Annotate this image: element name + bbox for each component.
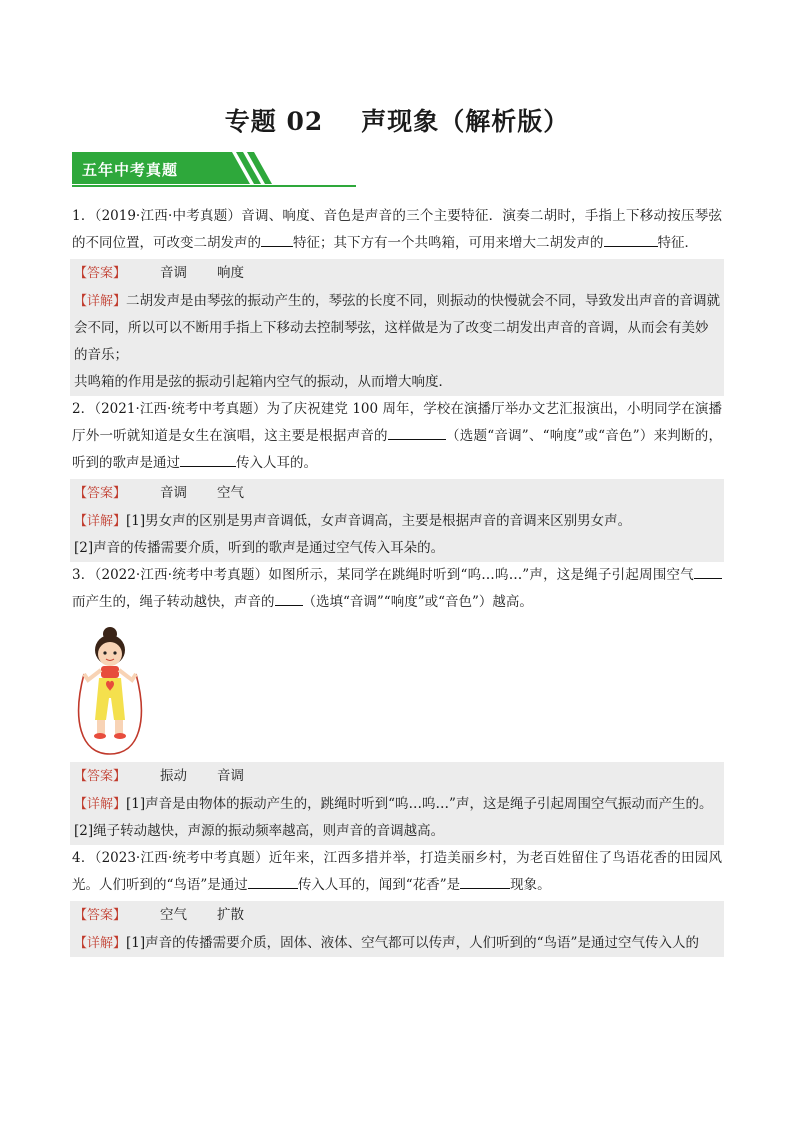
jump-rope-girl-figure [70, 620, 724, 758]
title-main: 声现象（解析版） [361, 107, 570, 136]
banner-underline [72, 185, 356, 187]
question-1-detail-2: 共鸣箱的作用是弦的振动引起箱内空气的振动，从而增大响度． [70, 369, 724, 396]
answer-blank [604, 232, 658, 247]
question-3-detail-2: [2]绳子转动越快，声源的振动频率越高，则声音的音调越高。 [70, 818, 724, 845]
question-1-stem: 1．（2019·江西·中考真题）音调、响度、音色是声音的三个主要特征．演奏二胡时，手指上下移动按压琴弦的不同位置，可改变二胡发声的 特征；其下方有一个共鸣箱，可用来增大二胡发声的 特征． [72, 208, 722, 251]
page-title [0, 102, 794, 138]
question-2-stem: 2．（2021·江西·统考中考真题）为了庆祝建党 100 周年，学校在演播厅举办文艺汇报演出，小明同学在演播厅外一听就知道是女生在演唱，这主要是根据声音的 （选题“音调”、“响度”或“音色”）来判断的，听到的歌声是通过 传入人耳的。 [72, 401, 722, 471]
answer-blank [261, 232, 293, 247]
question-4-detail: 【详解】[1]声音的传播需要介质，固体、液体、空气都可以传声，人们听到的“鸟语”是通过空气传入人的 [70, 930, 724, 957]
question-3-stem: 3．（2022·江西·统考中考真题）如图所示，某同学在跳绳时听到“呜…呜…”声，这是绳子引起周围空气而产生的，绳子转动越快，声音的 （选填“音调”“响度”或“音色”）越高。 [70, 562, 724, 616]
question-4-answer: 【答案】 空气 扩散 [70, 901, 724, 930]
question-2-detail-2: [2]声音的传播需要介质，听到的歌声是通过空气传入耳朵的。 [70, 535, 724, 562]
question-2-answer: 【答案】 音调 空气 [70, 479, 724, 508]
answer-blank [694, 564, 722, 579]
question-3-detail: 【详解】[1]声音是由物体的振动产生的，跳绳时听到“呜…呜…”声，这是绳子引起周围空气振动而产生的。 [70, 791, 724, 818]
question-1-answer: 【答案】 音调 响度 [70, 259, 724, 288]
girl-illustration [70, 624, 150, 758]
question-4-stem: 4．（2023·江西·统考中考真题）近年来，江西多措并举，打造美丽乡村，为老百姓留住了鸟语花香的田园风光。人们听到的“鸟语”是通过 传入人耳的，闻到“花香”是 现象。 [72, 850, 722, 893]
question-1-detail: 【详解】二胡发声是由琴弦的振动产生的，琴弦的长度不同，则振动的快慢就会不同，导致发出声音的音调就会不同，所以可以不断用手指上下移动去控制琴弦，这样做是为了改变二胡发出声音的音调，从而会有美妙的音乐； [70, 288, 724, 369]
answer-blank [275, 591, 303, 606]
title-prefix: 专题 02 [224, 107, 324, 136]
answer-blank [248, 874, 298, 889]
question-2-detail: 【详解】[1]男女声的区别是男声音调低，女声音调高，主要是根据声音的音调来区别男女声。 [70, 508, 724, 535]
answer-blank [388, 425, 446, 440]
answer-blank [460, 874, 510, 889]
section-banner [72, 152, 372, 188]
answer-blank [180, 452, 236, 467]
question-3-answer: 【答案】 振动 音调 [70, 762, 724, 791]
question-list [70, 203, 724, 957]
banner-label: 五年中考真题 [82, 161, 179, 179]
